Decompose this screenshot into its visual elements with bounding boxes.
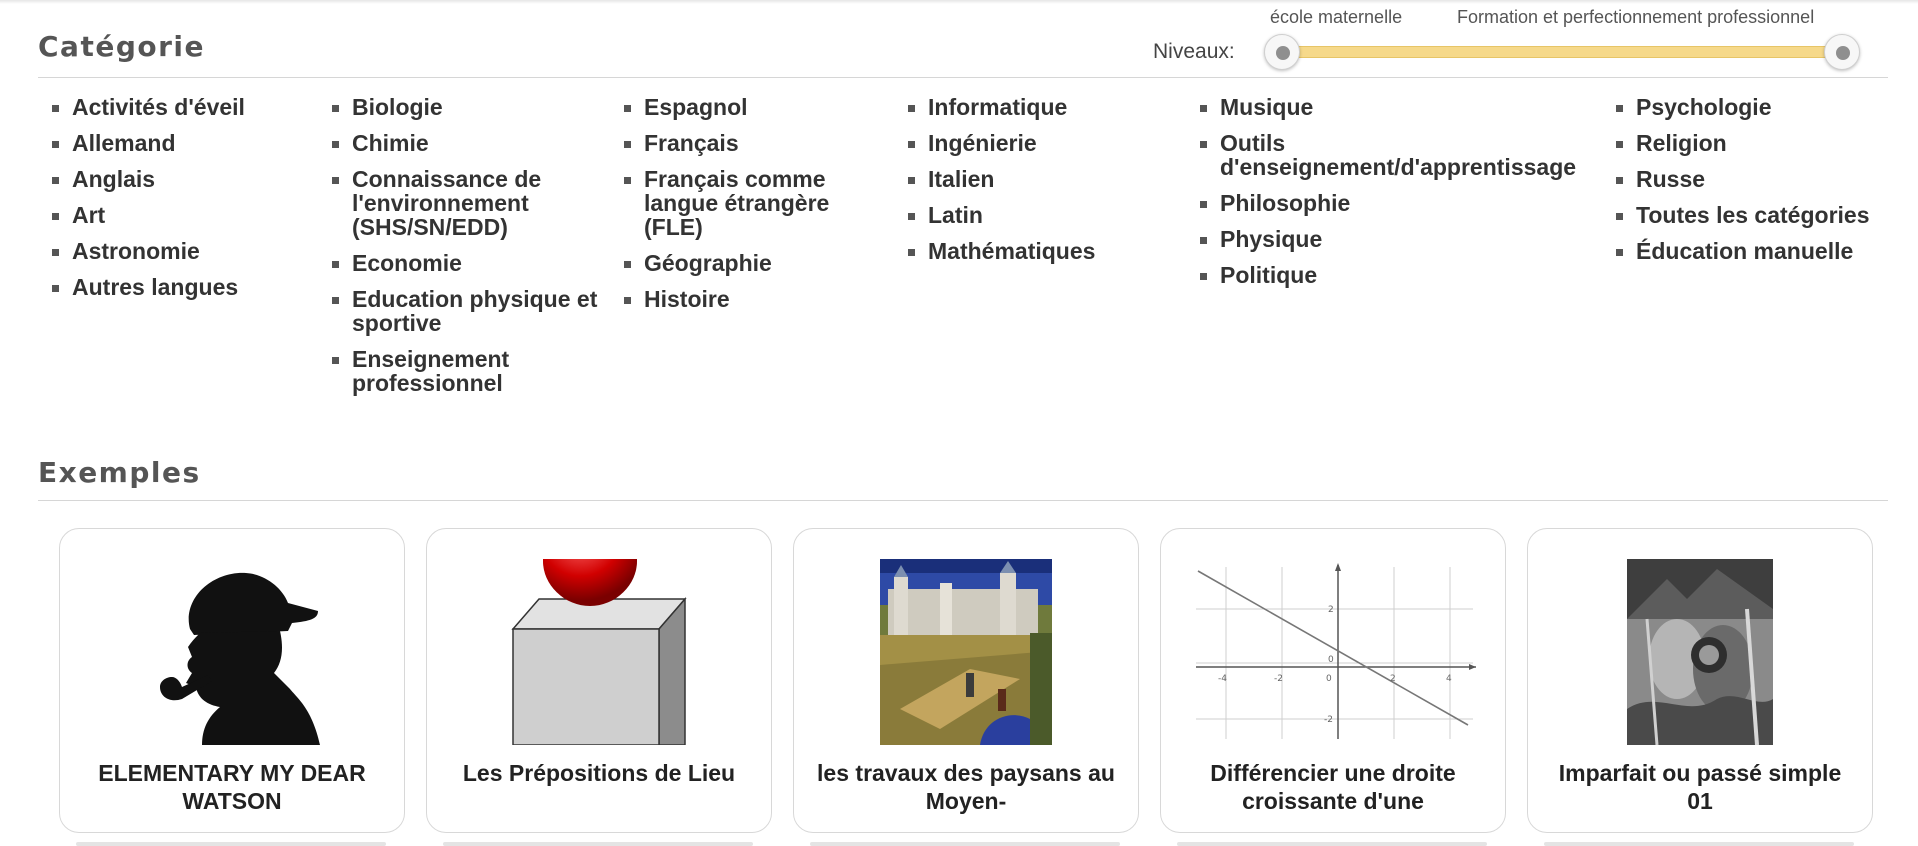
card-thumbnail [60,559,404,745]
category-link[interactable]: Ingénierie [898,131,1178,155]
niveau-min-label: école maternelle [1270,7,1403,27]
sherlock-silhouette-icon [142,559,322,745]
card-shadow [1177,842,1487,846]
top-shadow [0,0,1918,4]
categorie-heading: Catégorie [38,30,205,63]
exemples-heading: Exemples [38,456,201,489]
bullet-icon [52,213,59,220]
category-column-2 [322,95,602,407]
bullet-icon [908,105,915,112]
ball-on-box-icon [509,559,689,745]
bullet-icon [908,249,915,256]
category-link[interactable]: Géographie [614,251,884,275]
niveaux-label: Niveaux: [1153,40,1235,63]
category-link[interactable]: Allemand [42,131,302,155]
handle-grip-icon [1836,46,1850,60]
category-link[interactable]: Mathématiques [898,239,1178,263]
line-graph-thumbnail [1188,559,1478,745]
example-card[interactable] [426,528,772,833]
bullet-icon [1616,213,1623,220]
card-title: Imparfait ou passé simple 01 [1558,760,1842,814]
category-link[interactable]: Musique [1190,95,1600,119]
bullet-icon [52,249,59,256]
category-column-1 [42,95,302,311]
category-link[interactable]: Informatique [898,95,1178,119]
category-link[interactable]: Economie [322,251,602,275]
niveaux-track[interactable] [1282,46,1842,58]
card-shadow [810,842,1120,846]
example-card[interactable] [1160,528,1506,833]
bullet-icon [52,141,59,148]
graph-y-tick: 0 [1328,655,1334,665]
card-shadow [1544,842,1854,846]
category-link[interactable]: Astronomie [42,239,302,263]
card-title: Les Prépositions de Lieu [462,760,736,786]
card-shadow [443,842,753,846]
bullet-icon [52,105,59,112]
category-column-4 [898,95,1178,275]
exemples-divider [38,500,1888,501]
example-card[interactable] [793,528,1139,833]
category-link[interactable]: Anglais [42,167,302,191]
category-link[interactable]: Philosophie [1190,191,1600,215]
category-link[interactable]: Biologie [322,95,602,119]
bullet-icon [908,213,915,220]
category-link[interactable]: Psychologie [1606,95,1906,119]
category-column-6 [1606,95,1906,275]
bullet-icon [908,177,915,184]
bullet-icon [332,297,339,304]
bullet-icon [624,177,631,184]
bullet-icon [332,141,339,148]
bullet-icon [624,261,631,268]
category-link[interactable]: Latin [898,203,1178,227]
card-title: Différencier une droite croissante d'une [1210,760,1456,814]
category-link[interactable]: Activités d'éveil [42,95,302,119]
card-shadow [76,842,386,846]
graph-x-tick: -2 [1274,674,1283,684]
category-column-5 [1190,95,1600,299]
category-link[interactable]: Russe [1606,167,1906,191]
niveau-min-handle[interactable] [1264,34,1300,70]
card-thumbnail [427,559,771,745]
bullet-icon [52,177,59,184]
category-link[interactable]: Espagnol [614,95,884,119]
example-card[interactable] [1527,528,1873,833]
card-thumbnail [1528,559,1872,745]
graph-x-tick: -4 [1218,674,1227,684]
category-link[interactable]: Autres langues [42,275,302,299]
engraving-thumbnail [1627,559,1773,745]
medieval-painting-thumbnail [880,559,1052,745]
bullet-icon [624,105,631,112]
bullet-icon [624,297,631,304]
category-link[interactable]: Enseignement professionnel [322,347,602,395]
bullet-icon [332,105,339,112]
graph-x-tick: 2 [1390,674,1396,684]
category-link[interactable]: Physique [1190,227,1600,251]
category-link[interactable]: Histoire [614,287,884,311]
bullet-icon [908,141,915,148]
bullet-icon [52,285,59,292]
bullet-icon [1616,249,1623,256]
bullet-icon [1200,105,1207,112]
bullet-icon [1200,237,1207,244]
category-link[interactable]: Education physique et sportive [322,287,602,335]
category-link[interactable]: Français [614,131,884,155]
graph-y-tick: -2 [1324,715,1333,725]
category-link[interactable]: Français comme langue étrangère (FLE) [614,167,884,239]
niveau-max-handle[interactable] [1824,34,1860,70]
category-link[interactable]: Chimie [322,131,602,155]
graph-x-tick: 4 [1446,674,1452,684]
category-link[interactable]: Toutes les catégories [1606,203,1906,227]
bullet-icon [332,357,339,364]
card-thumbnail [794,559,1138,745]
card-thumbnail [1161,559,1505,745]
bullet-icon [624,141,631,148]
handle-grip-icon [1276,46,1290,60]
category-link[interactable]: Connaissance de l'environnement (SHS/SN/EDD) [322,167,602,239]
category-column-3 [614,95,884,323]
bullet-icon [332,261,339,268]
category-link[interactable]: Outils d'enseignement/d'apprentissage [1190,131,1600,179]
category-link[interactable]: Religion [1606,131,1906,155]
example-card[interactable] [59,528,405,833]
graph-y-tick: 2 [1328,605,1334,615]
bullet-icon [1200,273,1207,280]
category-link[interactable]: Éducation manuelle [1606,239,1906,263]
card-title: les travaux des paysans au Moyen- [817,760,1115,814]
graph-x-tick: 0 [1326,674,1332,684]
card-title: ELEMENTARY MY DEAR WATSON [98,760,366,814]
bullet-icon [1200,201,1207,208]
category-link[interactable]: Politique [1190,263,1600,287]
category-link[interactable]: Art [42,203,302,227]
bullet-icon [1616,177,1623,184]
categorie-divider [38,77,1888,78]
bullet-icon [1616,105,1623,112]
bullet-icon [332,177,339,184]
bullet-icon [1616,141,1623,148]
bullet-icon [1200,141,1207,148]
category-link[interactable]: Italien [898,167,1178,191]
niveau-max-label: Formation et perfectionnement professionnel [1457,7,1815,27]
